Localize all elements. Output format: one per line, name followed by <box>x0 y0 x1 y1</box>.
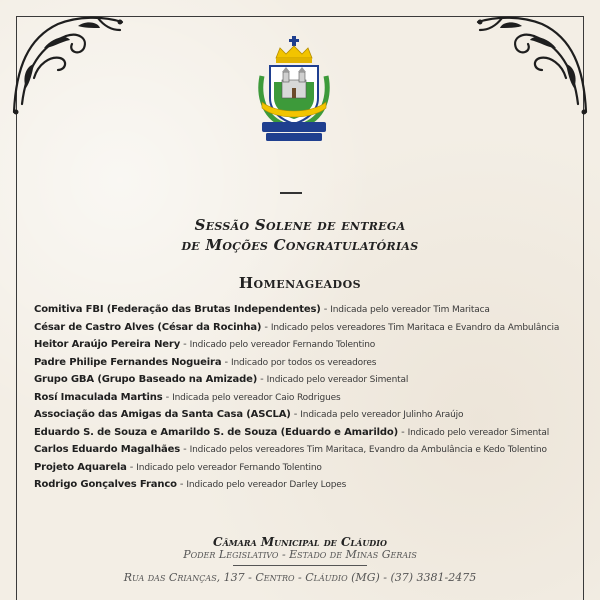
honoree-name: Padre Philipe Fernandes Nogueira <box>34 356 222 368</box>
list-item: Rosí Imaculada Martins - Indicada pelo vereador Caio Rodrigues <box>34 391 341 403</box>
list-item: Padre Philipe Fernandes Nogueira - Indicado por todos os vereadores <box>34 356 377 368</box>
honoree-name: Associação das Amigas da Santa Casa (ASCLA) <box>34 409 291 420</box>
list-item: César de Castro Alves (César da Rocinha) - Indicado pelos vereadores Tim Maritaca e Evandro da Ambulância <box>34 321 560 333</box>
honoree-nominator: Indicado pelo vereador Simental <box>266 375 409 385</box>
honoree-nominator: Indicado pelos vereadores Tim Maritaca, Evandro da Ambulância e Kedo Tolentino <box>189 445 547 455</box>
corner-ornament-right-icon <box>474 8 592 118</box>
honoree-nominator: Indicado pelo vereador Fernando Tolentino <box>136 462 322 473</box>
footer-subtitle: Poder Legislativo - Estado de Minas Gerais <box>183 548 417 561</box>
event-title-line-1: Sessão Solene de entrega <box>194 216 406 234</box>
list-item: Comitiva FBI (Federação das Brutas Independentes) - Indicada pelo vereador Tim Maritaca <box>34 304 490 315</box>
honoree-name: César de Castro Alves (César da Rocinha) <box>34 321 262 333</box>
list-item: Associação das Amigas da Santa Casa (ASCLA) - Indicada pelo vereador Julinho Araújo <box>34 409 464 420</box>
honoree-nominator: Indicado por todos os vereadores <box>230 357 377 368</box>
honoree-name: Heitor Araújo Pereira Nery <box>34 339 181 350</box>
honoree-name: Eduardo S. de Souza e Amarildo S. de Souza (Eduardo e Amarildo) <box>34 426 399 438</box>
list-item: Rodrigo Gonçalves Franco - Indicado pelo vereador Darley Lopes <box>34 479 347 490</box>
title-divider <box>280 192 302 194</box>
footer-address: Rua das Crianças, 137 - Centro - Cláudio (MG) - (37) 3381-2475 <box>123 571 477 584</box>
honoree-nominator: Indicada pelo vereador Tim Maritaca <box>330 305 490 315</box>
honoree-nominator: Indicado pelos vereadores Tim Maritaca e Evandro da Ambulância <box>270 322 560 333</box>
list-item: Heitor Araújo Pereira Nery - Indicado pelo vereador Fernando Tolentino <box>34 339 376 350</box>
footer-institution: Câmara Municipal de Cláudio <box>213 535 387 549</box>
honoree-nominator: Indicado pelo vereador Simental <box>407 427 550 438</box>
event-title-line-2: de Moções Congratulatórias <box>181 236 419 254</box>
list-item: Carlos Eduardo Magalhães - Indicado pelos vereadores Tim Maritaca, Evandro da Ambulância e Kedo Tolentino <box>34 444 547 455</box>
honorees-list <box>34 301 579 494</box>
honoree-name: Rosí Imaculada Martins <box>34 391 163 403</box>
honoree-name: Carlos Eduardo Magalhães <box>34 444 181 455</box>
list-item: Eduardo S. de Souza e Amarildo S. de Souza (Eduardo e Amarildo) - Indicado pelo vereador Simental <box>34 426 550 438</box>
honoree-name: Comitiva FBI (Federação das Brutas Independentes) <box>34 304 321 315</box>
honoree-name: Projeto Aquarela <box>34 461 127 473</box>
honoree-nominator: Indicado pelo vereador Fernando Tolentino <box>189 340 376 350</box>
corner-ornament-left-icon <box>8 8 126 118</box>
honorees-heading: Homenageados <box>238 274 362 292</box>
list-item: Projeto Aquarela - Indicado pelo vereador Fernando Tolentino <box>34 461 322 473</box>
honoree-nominator: Indicada pelo vereador Caio Rodrigues <box>172 392 341 403</box>
honoree-name: Grupo GBA (Grupo Baseado na Amizade) <box>34 374 258 385</box>
honoree-nominator: Indicado pelo vereador Darley Lopes <box>186 480 347 490</box>
footer-divider <box>233 565 367 566</box>
city-coat-of-arms-icon <box>252 36 336 142</box>
honoree-nominator: Indicada pelo vereador Julinho Araújo <box>300 410 464 420</box>
honoree-name: Rodrigo Gonçalves Franco <box>34 479 177 490</box>
list-item: Grupo GBA (Grupo Baseado na Amizade) - Indicado pelo vereador Simental <box>34 374 409 385</box>
